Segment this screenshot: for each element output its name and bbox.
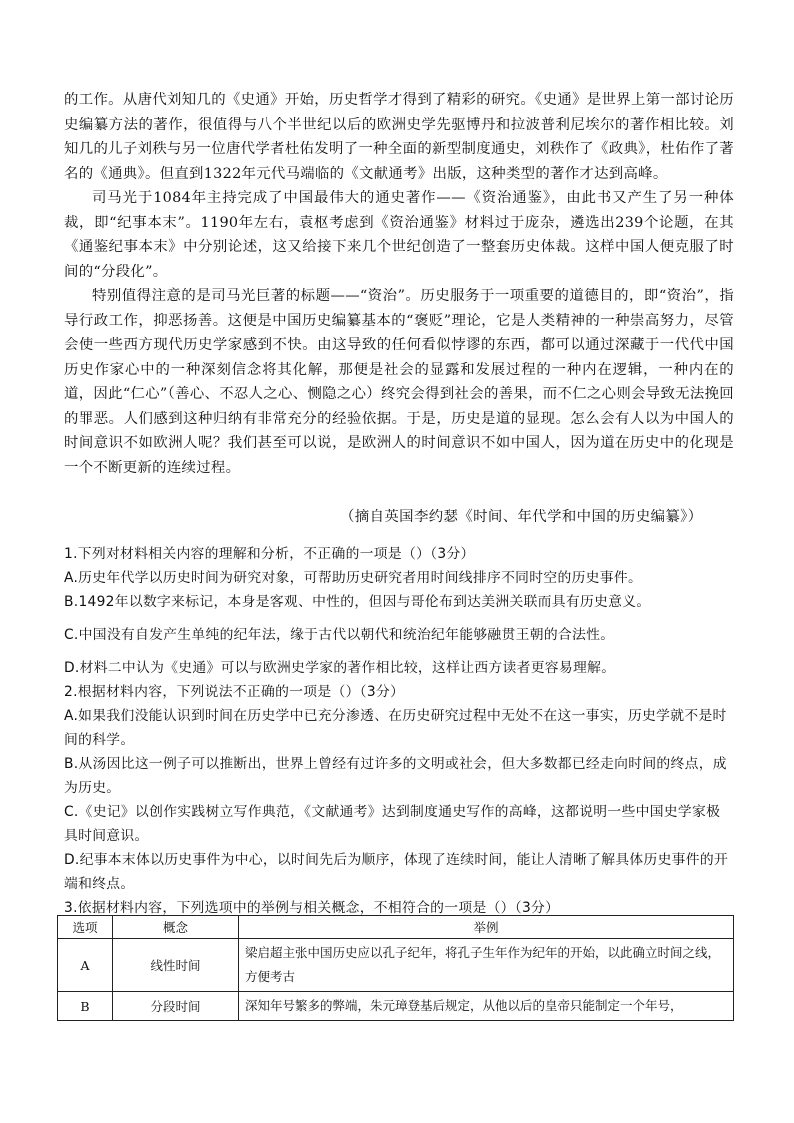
passage-source: （摘自英国李约瑟《时间、年代学和中国的历史编纂》） — [340, 509, 703, 525]
question-2-option-c: C.《史记》以创作实践树立写作典范，《文献通考》达到制度通史写作的高峰，这都说明一些中国史学家极具时间意识。 — [64, 804, 721, 844]
table-row — [58, 992, 734, 1021]
question-2-stem: 2.根据材料内容，下列说法不正确的一项是（）（3分） — [64, 684, 405, 700]
question-1-stem: 1.下列对材料相关内容的理解和分析，不正确的一项是（）（3分） — [64, 546, 475, 562]
question-1-option-b: B.1492年以数字来标记，本身是客观、中性的，但因与哥伦布到达美洲关联而具有历史意义。 — [64, 594, 651, 610]
question-2-option-a: A.如果我们没能认识到时间在历史学中已充分渗透、在历史研究过程中无处不在这一事实，历史学就不是时间的科学。 — [64, 708, 727, 748]
table-header-example: 举例 — [239, 916, 734, 939]
table-header-option: 选项 — [58, 916, 113, 939]
table-cell-concept: 线性时间 — [113, 939, 239, 992]
question-2-option-d: D.纪事本末体以历史事件为中心，以时间先后为顺序，体现了连续时间，能让人清晰了解具体历史事件的开端和终点。 — [64, 852, 729, 892]
table-cell-concept: 分段时间 — [113, 992, 239, 1021]
reading-passage — [64, 88, 734, 480]
question-1-option-c: C.中国没有自发产生单纯的纪年法，缘于古代以朝代和统治纪年能够融贯王朝的合法性。 — [64, 627, 615, 643]
question-3-stem: 3.依据材料内容，下列选项中的举例与相关概念，不相符合的一项是（）（3分） — [64, 900, 560, 916]
passage-paragraph: 特别值得注意的是司马光巨著的标题——“资治”。历史服务于一项重要的道德目的，即“资治”，指导行政工作，抑恶扬善。这便是中国历史编纂基本的“褒贬”理论，它是人类精神的一种崇高努力，尽管会使一些西方现代历史学家感到不快。由这导致的任何看似悖谬的东西，都可以通过深藏于一代代中国历史作家心中的一种深刻信念将其化解，那便是社会的显露和发展过程的一种内在逻辑，一种内在的道，因此“仁心”（善心、不忍人之心、恻隐之心）终究会得到社会的善果，而不仁之心则会导致无法挽回的罪恶。人们感到这种归纳有非常充分的经验依据。于是，历史是道的显现。怎么会有人以为中国人的时间意识不如欧洲人呢？我们甚至可以说，是欧洲人的时间意识不如中国人，因为道在历史中的化现是一个不断更新的连续过程。 — [64, 288, 734, 476]
passage-paragraph: 司马光于1084年主持完成了中国最伟大的通史著作——《资治通鉴》，由此书又产生了另一种体裁，即“纪事本末”。1190年左右，袁枢考虑到《资治通鉴》材料过于庞杂，遴选出239个论题，在其《通鉴纪事本末》中分别论述，这又给接下来几个世纪创造了一整套历史体裁。这样中国人便克服了时间的“分段化”。 — [64, 190, 734, 280]
table-cell-option: B — [58, 992, 113, 1021]
table-row — [58, 939, 734, 992]
passage-paragraph: 的工作。从唐代刘知几的《史通》开始，历史哲学才得到了精彩的研究。《史通》是世界上第一部讨论历史编纂方法的著作，很值得与八个半世纪以后的欧洲史学先驱博丹和拉波普利尼埃尔的著作相比较。刘知几的儿子刘秩与另一位唐代学者杜佑发明了一种全面的新型制度通史，刘秩作了《政典》，杜佑作了著名的《通典》。但直到1322年元代马端临的《文献通考》出版，这种类型的著作才达到高峰。 — [64, 92, 734, 182]
table-header-concept: 概念 — [113, 916, 239, 939]
question-2-option-b: B.从汤因比这一例子可以推断出，世界上曾经有过许多的文明或社会，但大多数都已经走向时间的终点，成为历史。 — [64, 756, 727, 796]
table-cell-example: 深知年号繁多的弊端，朱元璋登基后规定，从他以后的皇帝只能制定一个年号， — [239, 992, 734, 1021]
question-1-option-a: A.历史年代学以历史时间为研究对象，可帮助历史研究者用时间线排序不同时空的历史事件。 — [64, 570, 643, 586]
table-header-row — [58, 916, 734, 939]
question-3-table — [57, 915, 734, 1021]
question-1-option-d: D.材料二中认为《史通》可以与欧洲史学家的著作相比较，这样让西方读者更容易理解。 — [64, 660, 616, 676]
question-section — [64, 542, 734, 920]
table-cell-example: 梁启超主张中国历史应以孔子纪年，将孔子生年作为纪年的开始，以此确立时间之线，方便考古 — [239, 939, 734, 992]
table-cell-option: A — [58, 939, 113, 992]
